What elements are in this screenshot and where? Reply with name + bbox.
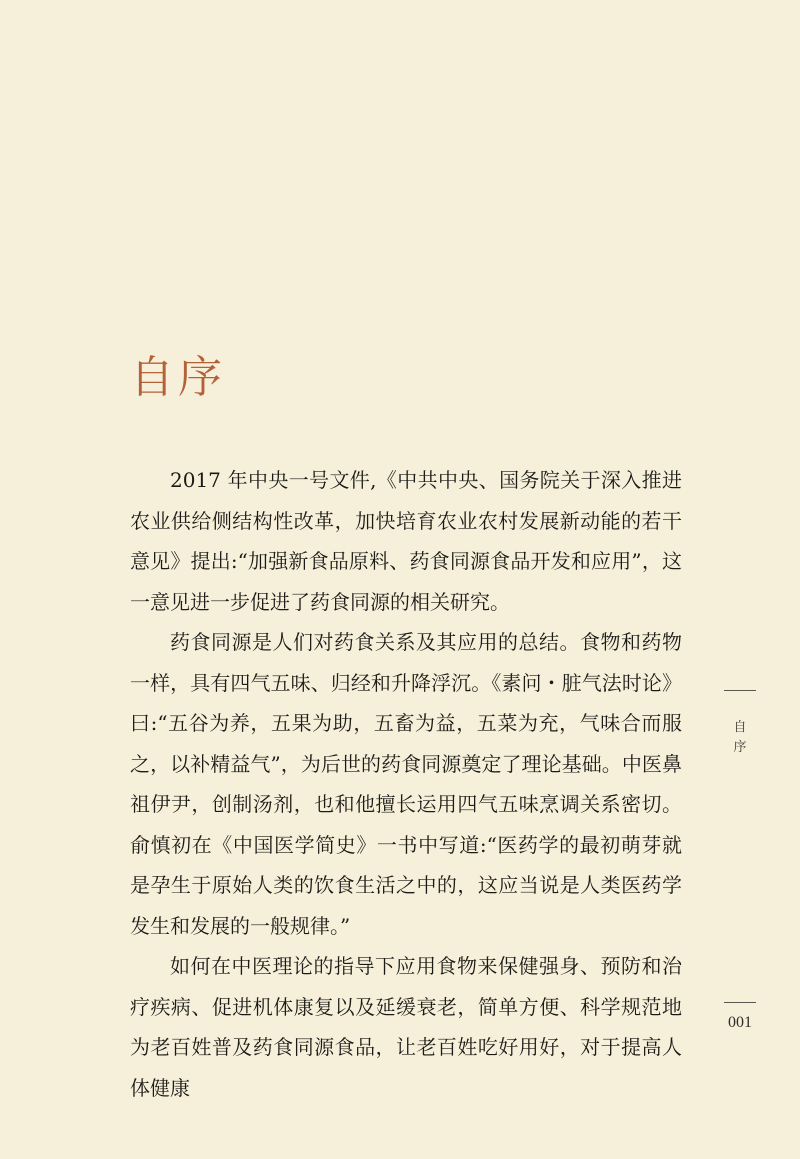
paragraph: 如何在中医理论的指导下应用食物来保健强身、预防和治疗疾病、促进机体康复以及延缓衰老，简单方便、科学规范地为老百姓普及药食同源食品，让老百姓吃好用好，对于提高人体健康	[130, 954, 682, 1100]
body-text	[130, 460, 682, 1108]
side-rule-bottom	[724, 1002, 756, 1003]
chapter-title: 自序	[130, 352, 226, 403]
side-rule-top	[724, 690, 756, 691]
running-head: 自序	[733, 720, 747, 755]
paragraph: 药食同源是人们对药食关系及其应用的总结。食物和药物一样，具有四气五味、归经和升降浮沉。《素问・脏气法时论》曰:“五谷为养，五果为助，五畜为益，五菜为充，气味合而服之，以补精益气”，为后世的药食同源奠定了理论基础。中医鼻祖伊尹，创制汤剂，也和他擅长运用四气五味烹调关系密切。俞慎初在《中国医学简史》一书中写道:“医药学的最初萌芽就是孕生于原始人类的饮食生活之中的，这应当说是人类医药学发生和发展的一般规律。”	[130, 630, 682, 938]
paragraph: 2017 年中央一号文件,《中共中央、国务院关于深入推进农业供给侧结构性改革，加快培育农业农村发展新动能的若干意见》提出:“加强新食品原料、药食同源食品开发和应用”，这一意见进一步促进了药食同源的相关研究。	[130, 468, 682, 614]
page-number: 001	[728, 1014, 752, 1031]
